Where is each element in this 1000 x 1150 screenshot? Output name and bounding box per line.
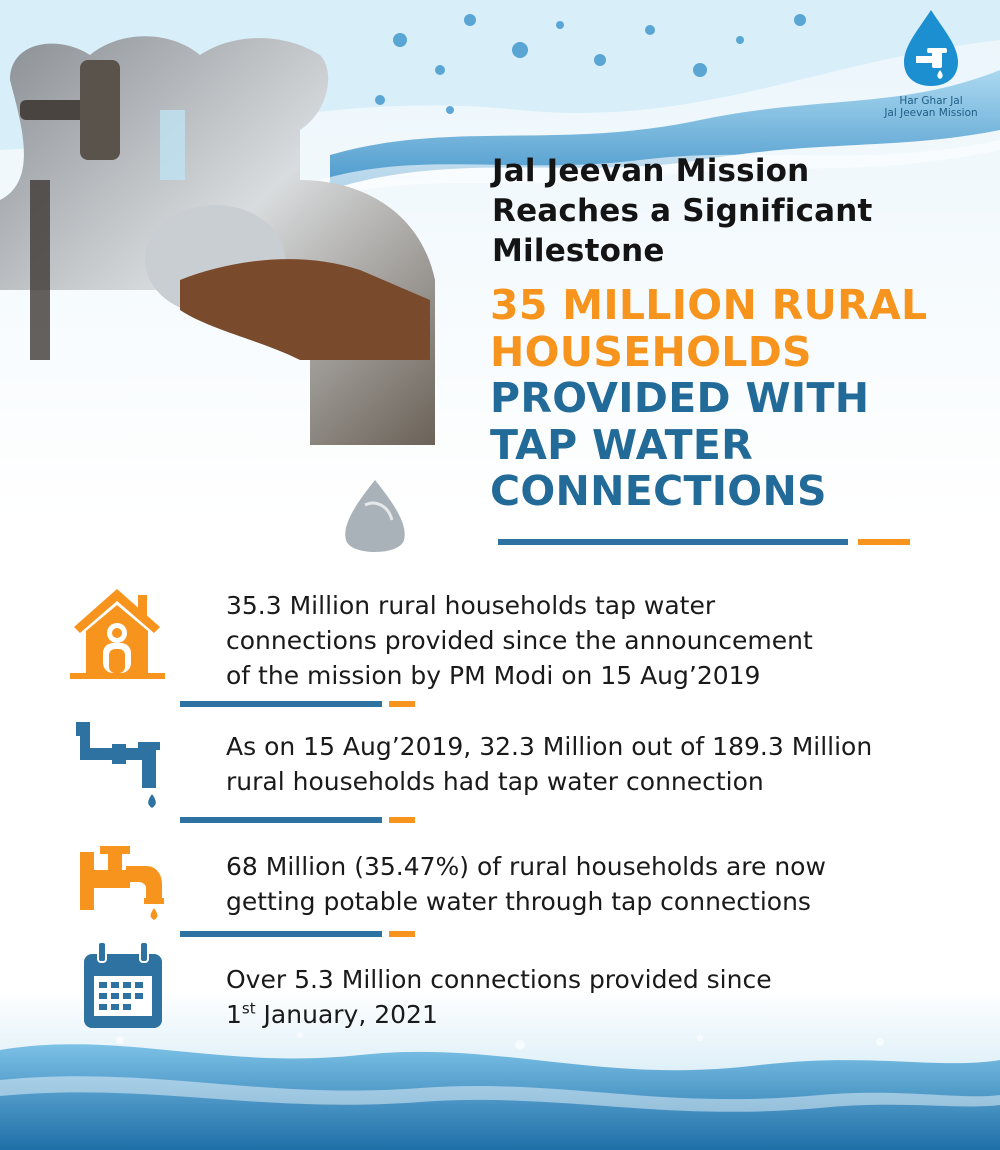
headline-highlight (490, 282, 990, 375)
stat-3-divider-blue (180, 931, 382, 937)
water-wave-bottom (0, 1010, 1000, 1150)
stat-2-text (226, 729, 976, 799)
header-divider-orange (858, 539, 910, 545)
stat-1-divider-blue (180, 701, 382, 707)
header-divider-blue (498, 539, 848, 545)
logo-line-2: Jal Jeevan Mission (884, 107, 978, 119)
headline-line-3: PROVIDED WITH (490, 374, 870, 422)
date-rest: January, 2021 (255, 1000, 438, 1029)
page-subtitle (492, 151, 972, 271)
headline-line-4: TAP WATER (490, 420, 754, 469)
logo-line-1: Har Ghar Jal (899, 95, 963, 107)
stat-2-divider-orange (389, 817, 415, 823)
stat-1-divider-orange (389, 701, 415, 707)
stat-2-line-2: rural households had tap water connection (226, 767, 764, 796)
house-icon (70, 585, 165, 685)
headline-line-1: 35 MILLION RURAL (490, 281, 928, 329)
stat-2-divider-blue (180, 817, 382, 823)
subtitle-line-2: Reaches a Significant (492, 193, 873, 229)
pipe-tap-icon (72, 720, 172, 815)
faucet-icon (80, 838, 170, 923)
subtitle-line-3: Milestone (492, 233, 665, 269)
headline-line-5: CONNECTIONS (490, 467, 827, 515)
subtitle-line-1: Jal Jeevan Mission (492, 153, 810, 189)
headline-main (490, 375, 990, 515)
headline-line-2: HOUSEHOLDS (490, 327, 812, 376)
water-drop-tap-icon (896, 8, 966, 88)
stat-1-line-3: of the mission by PM Modi on 15 Aug’2019 (226, 661, 761, 690)
stat-3-line-1: 68 Million (35.47%) of rural households are now (226, 852, 826, 881)
stat-3-divider-orange (389, 931, 415, 937)
date-day: 1 (226, 1000, 242, 1029)
stat-2-line-1: As on 15 Aug’2019, 32.3 Million out of 189.3 Million (226, 732, 873, 761)
stat-1-line-2: connections provided since the announcement (226, 626, 813, 655)
stat-1-line-1: 35.3 Million rural households tap water (226, 591, 716, 620)
stat-3-text (226, 849, 976, 919)
stat-4-line-1: Over 5.3 Million connections provided since (226, 965, 772, 994)
stat-1-text (226, 588, 976, 693)
stat-3-line-2: getting potable water through tap connections (226, 887, 811, 916)
date-suffix: st (241, 999, 256, 1018)
har-ghar-jal-logo (876, 8, 986, 123)
